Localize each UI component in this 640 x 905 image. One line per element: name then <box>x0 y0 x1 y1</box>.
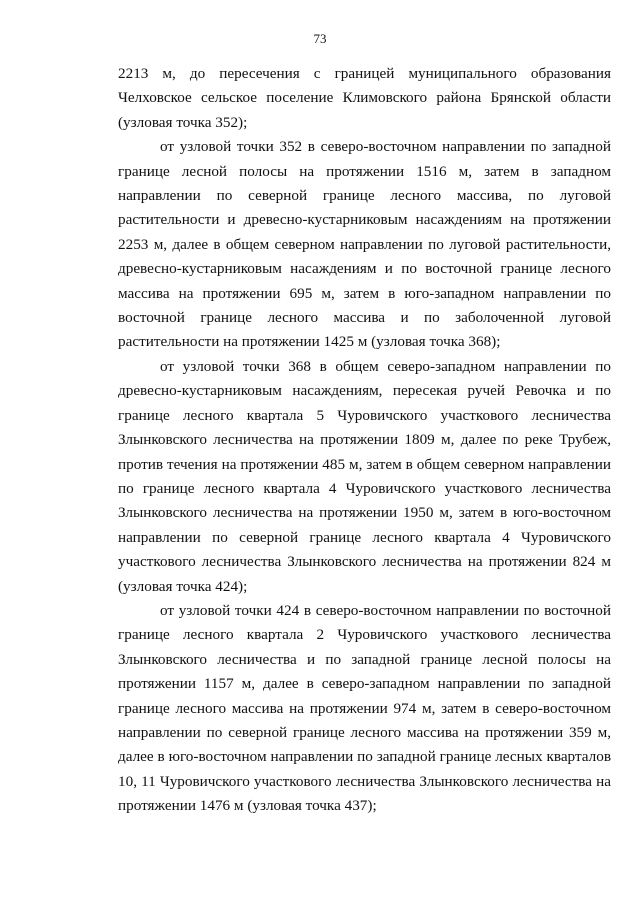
paragraph-continuation: 2213 м, до пересечения с границей муниципального образования Челховское сельское поселение Климовского района Брянской области (узловая точка 352); <box>118 65 611 131</box>
document-body <box>118 62 611 819</box>
page-number: 73 <box>313 31 327 46</box>
paragraph-node-424: от узловой точки 424 в северо-восточном направлении по восточной границе лесного квартала 2 Чуровичского участкового лесничества Злынковского лесничества и по западной границе лесной полосы на протяжении 1157 м, далее в северо-западном направлении по западной границе лесного массива на протяжении 974 м, затем в северо-восточном направлении по северной границе лесного массива на протяжении 359 м, далее в юго-восточном направлении по западной границе лесных кварталов 10, 11 Чуровичского участкового лесничества Злынковского лесничества на протяжении 1476 м (узловая точка 437); <box>118 601 611 815</box>
paragraph-node-368: от узловой точки 368 в общем северо-западном направлении по древесно-кустарниковым насаждениям, пересекая ручей Ревочка и по границе лесного квартала 5 Чуровичского участкового лесничества Злынковского лесничества на протяжении 1809 м, далее по реке Трубеж, против течения на протяжении 485 м, затем в общем северном направлении по границе лесного квартала 4 Чуровичского участкового лесничества Злынковского лесничества на протяжении 1950 м, затем в юго-восточном направлении по северной границе лесного квартала 4 Чуровичского участкового лесничества Злынковского лесничества на протяжении 824 м (узловая точка 424); <box>118 357 611 595</box>
paragraph-node-352: от узловой точки 352 в северо-восточном направлении по западной границе лесной полосы на протяжении 1516 м, затем в западном направлении по северной границе лесного массива, по луговой растительности и древесно-кустарниковым насаждениям на протяжении 2253 м, далее в общем северном направлении по луговой растительности, древесно-кустарниковым насаждениям и по восточной границе лесного массива на протяжении 695 м, затем в юго-западном направлении по восточной границе лесного массива и по заболоченной луговой растительности на протяжении 1425 м (узловая точка 368); <box>118 138 611 351</box>
